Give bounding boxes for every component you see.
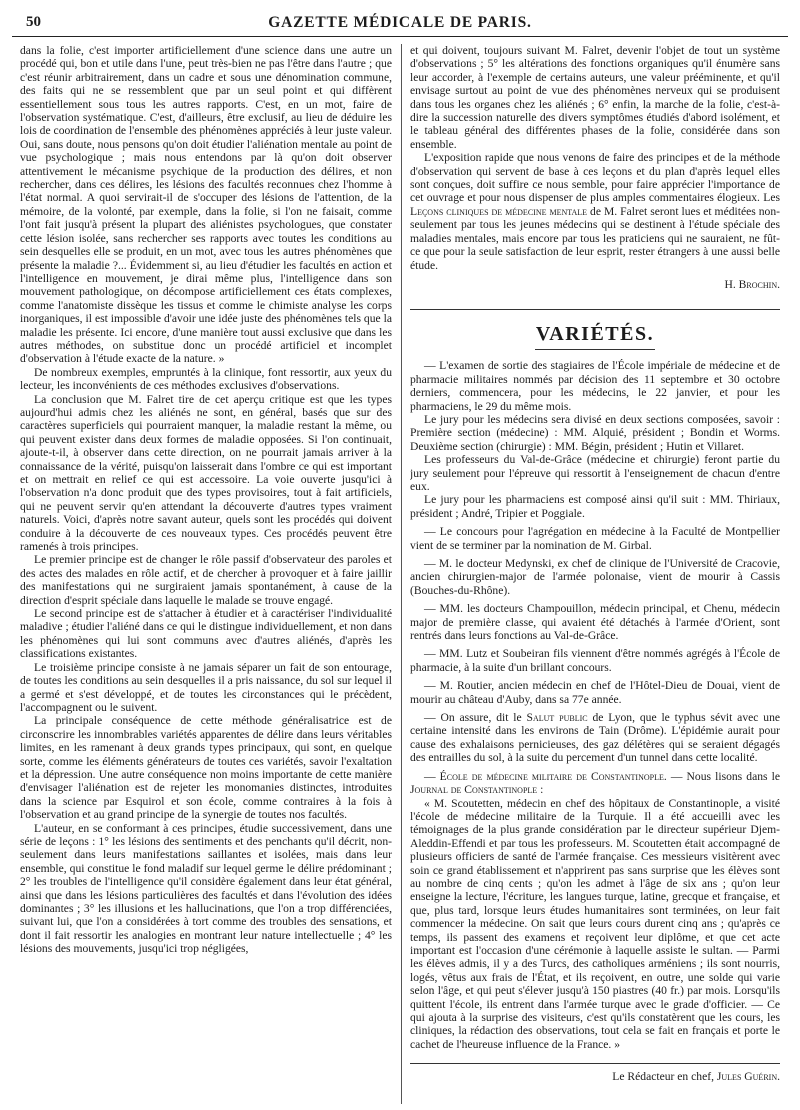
heading-underline [535, 349, 655, 350]
article-paragraph: Le premier principe est de changer le rôle passif d'observateur des paroles et des actes des malades en rôle actif, et de chercher à provoquer et à faire jaillir des manifestations qui ne surgiraient jamais spontanément, à cause de la direction d'esprit spéciale dans laquelle le malade se trouve engagé. [20, 553, 392, 607]
article-paragraph: La conclusion que M. Falret tire de cet aperçu critique est que les types aujourd'hui admis chez les aliénés ne sont, en général, basés que sur des caractères superficiels qui pourraient manquer, la maladie restant la même, ou qui peuvent exister dans deux formes de maladie opposées. Si l'on continuait, ajoute-t-il, à observer dans cette direction, on ne pourrait jamais arriver à la connaissance de la vérité, puisqu'on laisserait dans l'ombre ce qui est important et on mettrait en relief ce qui est accessoire. La voie ouverte jusqu'ici à l'observation n'a donc produit que des types provisoires, tout à fait artificiels, qui ne peuvent servir qu'en attendant la découverte d'autres types vraiment naturels. Voici, d'après notre savant auteur, quels sont les procédés qui doivent conduire à la découverte de ces nouveaux types. Ces procédés peuvent être ramenés à trois principes. [20, 392, 392, 554]
paragraph-text: — On assure, dit le [424, 711, 527, 725]
varietes-heading: VARIÉTÉS. [535, 323, 655, 346]
article-paragraph: La principale conséquence de cette méthode généralisatrice est de circonscrire les innombrables variétés apparentes de délire dans leurs véritables limites, en les ramenant à deux grands types principaux, qui sont, en quelque sorte, comme les éléments générateurs de toutes ces variétés, savoir l'exaltation et la dépression. Une autre conséquence non moins importante de cette manière d'envisager l'aliénation est de rejeter les monomanies distinctes, introduites dans la science par Esquirol et son école, comme contraires à la fois à l'observation et au grand principe de la synergie de toutes nos facultés. [20, 714, 392, 822]
paragraph-text: L'exposition rapide que nous venons de faire des principes et de la méthode d'observation qui servent de base à ces leçons et du plan d'après lequel elles sont conçues, doit suffire ce nous semble, pour faire apprécier l'importance de cet ouvrage et pour nous dispenser de plus amples commentaires élogieux. [410, 151, 780, 205]
paragraph-text: de M. Falret seront lues et méditées non-seulement par tous les jeunes médecins qui se destinent à l'étude spéciale des maladies mentales, mais encore par tous les praticiens qui ne sauraient, ne fût-ce que pour la seule satisfaction de leur esprit, rester étrangers à une aussi belle étude. [410, 204, 780, 272]
article-paragraph: et qui doivent, toujours suivant M. Falret, devenir l'objet de tout un système d'observations ; 5° les altérations des fonctions organiques qu'il énumère sans leur accorder, à l'exemple de certains auteurs, une valeur prééminente, et qu'il envisage surtout au point de vue des phénomènes nerveux qui se produisent dans tous les organes chez les aliénés ; 6° enfin, la marche de la folie, c'est-à-dire la succession naturelle des divers symptômes étudiés d'abord isolément, et le tableau général des différentes phases de la folie, considérée dans son ensemble. [410, 44, 780, 151]
journal-title: GAZETTE MÉDICALE DE PARIS. [268, 14, 532, 31]
editor-label: Le Rédacteur en chef, [612, 1070, 717, 1084]
news-item: — M. le docteur Medynski, ex chef de clinique de l'Université de Cracovie, ancien chirurgien-major de l'armée polonaise, vient de mourir à Cassis (Bouches-du-Rhône). [410, 557, 780, 597]
quoted-report: « M. Scoutetten, médecin en chef des hôpitaux de Constantinople, a visité l'école de médecine militaire de la Turquie. Il a été accueilli avec les témoignages de la plus grande considération par le directeur supérieur Djem-Aleddin-Effendi et par tous les professeurs. M. Scoutetten était accompagné de plusieurs officiers de santé de l'armée française. Ces messieurs visitèrent avec soin ce grand établissement et n'apprirent pas sans surprise que les élèves sont au nombre de cinq cents ; qu'on les admet à l'âge de six ans ; qu'on leur enseigne la lecture, l'écriture, les langues turque, latine, grecque et française, et que, plus tard, lorsque leurs études humanitaires sont terminées, on leur fait commencer la médecine. On sait que leurs cours durent cinq ans ; qu'après ce temps, ils passent des examens et reçoivent leur diplôme, et que cet acte important est l'occasion d'une cérémonie à laquelle assiste le sultan. — Parmi les élèves admis, il y a des Turcs, des catholiques arméniens ; ils sont nourris, logés, vêtus aux frais de l'État, et ils reçoivent, en outre, une solde qui varie selon l'âge, et qui peut s'élever jusqu'à 150 piastres (40 fr.) par mois. Lorsqu'ils quittent l'école, ils entrent dans l'armée turque avec le grade d'officier. — Ce qui ajouta à la surprise des visiteurs, c'est qu'ils constatèrent que les cours, les cliniques, la rédaction des observations, tout cela se fait en français et porte le cachet de l'heureuse influence de la France. » [410, 796, 780, 1051]
news-item: Le jury pour les pharmaciens est composé ainsi qu'il suit : MM. Thiriaux, président ; André, Tripier et Poggiale. [410, 493, 780, 520]
article-paragraph: Le troisième principe consiste à ne jamais séparer un fait de son entourage, de toutes les conditions au sein desquelles il a pris naissance, du sol sur lequel il a germé et s'est développé, et de toutes les circonstances qui le précèdent, l'accompagnent ou le suivent. [20, 660, 392, 714]
news-item: — Le concours pour l'agrégation en médecine à la Faculté de Montpellier vient de se terminer par la nomination de M. Girbal. [410, 525, 780, 552]
news-item: — MM. les docteurs Champouillon, médecin principal, et Chenu, médecin major de première classe, qui avaient été détachés à l'armée d'Orient, sont rentrés dans leurs fonctions au Val-de-Grâce. [410, 602, 780, 643]
paragraph-text: — Nous lisons dans le [666, 769, 780, 783]
news-item-title: — École de médecine militaire de Constantinople. [424, 769, 667, 783]
newspaper-title: Journal de Constantinople [410, 783, 538, 797]
news-item: — MM. Lutz et Soubeiran fils viennent d'être nommés agrégés à l'École de pharmacie, à la suite d'un brillant concours. [410, 647, 780, 674]
page-number: 50 [26, 14, 41, 30]
article-paragraph: Le second principe est de s'attacher à étudier et à caractériser l'individualité maladive ; étudier l'aliéné dans ce qui le distingue individuellement, et non dans les phénomènes qui lui sont communs avec d'autres aliénés, d'après les classifications existantes. [20, 607, 392, 661]
book-title: Leçons cliniques de médecine mentale [410, 204, 588, 218]
news-item: — L'examen de sortie des stagiaires de l'École impériale de médecine et de pharmacie militaires nommés par décision des 11 septembre et 30 octobre derniers, commencera, pour les médecins, le 22 janvier, et pour les pharmaciens, le 29 du même mois. [410, 359, 780, 413]
page-header [12, 14, 788, 37]
paragraph-text: de Lyon, que le typhus sévit avec une certaine intensité dans les environs de Tain (Drôme). L'épidémie aurait pour cause des exhalaisons pernicieuses, des gaz délétères qui se seraient dégagés des entrailles du sol, à la suite du percement d'un tunnel dans cette localité. [410, 711, 780, 765]
footer-divider [410, 1063, 780, 1064]
editor-line [410, 1070, 780, 1083]
news-item: Le jury pour les médecins sera divisé en deux sections composées, savoir : Première section (médecine) : MM. Alquié, président ; Bondin et Worms. Deuxième section (chirurgie) : MM. Bégin, président ; Hutin et Villaret. [410, 412, 780, 453]
signature-surname: rochin. [746, 277, 780, 291]
paragraph-text: : [537, 783, 544, 797]
paragraph-text: Les [763, 191, 780, 205]
news-item: Les professeurs du Val-de-Grâce (médecine et chirurgie) feront partie du jury seulement pour l'épreuve qui ressortit à l'enseignement de chacun d'entre eux. [410, 453, 780, 493]
news-item [410, 711, 780, 765]
right-column [410, 44, 780, 1104]
article-paragraph: L'auteur, en se conformant à ces principes, étudie successivement, dans une série de leçons : 1° les lésions des sentiments et des penchants qu'il décrit, non-seulement dans leurs manifestations saillantes et isolées, mais dans leur ensemble, qui constitue le fond maladif sur lequel germe le délire prédominant ; 2° les troubles de l'intelligence qu'il considère également dans leur état général, ainsi que dans les lésions particulières des facultés et dans l'évolution des idées dominantes ; 3° les illusions et les hallucinations, que l'on a trop différenciées, suivant lui, que l'on a considérées à tort comme des troubles des sensations, et dont il fait ressortir les analogies en montrant leur nature intellectuelle ; 4° les lésions des mouvements, jusqu'ici trop négligées, [20, 821, 392, 956]
signature-initial: H. B [724, 277, 747, 291]
newspaper-title: Salut public [526, 711, 588, 725]
article-paragraph: De nombreux exemples, empruntés à la clinique, font ressortir, aux yeux du lecteur, les inconvénients de ces méthodes exclusives d'observations. [20, 365, 392, 393]
editor-name: Jules Guérin. [716, 1070, 780, 1084]
author-signature [410, 278, 780, 291]
article-paragraph: dans la folie, c'est importer artificiellement d'une science dans une autre un procédé qui, bon et utile dans l'une, peut très-bien ne pas l'être dans l'autre ; que c'est réunir arbitrairement, dans un cadre et sous une dénomination commune, des faits qui ne se ressemblent que par un seul point et qui diffèrent essentiellement sous tous les autres rapports. C'est, en un mot, faire de l'observation systématique. C'est, d'ailleurs, être exclusif, au lieu de déduire les lois de coordination de l'ensemble des phénomènes appréciés à leur juste valeur. Oui, sans doute, nous pensons qu'on doit étudier l'aliénation mentale au point de vue psychologique ; mais nous entendons par là qu'on doit observer attentivement le mécanisme psychique de la production des délires, et non rechercher, dans ces délires, les lésions des facultés reconnues chez l'homme à l'état normal. A quoi servirait-il de s'occuper des lésions de l'attention, de la mémoire, de la volonté, par exemple, dans la folie, si l'on ne faisait, comme l'ont fait jusqu'à présent la plupart des aliénistes psychologues, que constater cette lésion isolée, sans rechercher ses rapports avec toutes les conditions au sein desquelles elle se produit, en un mot, avec tous les autres phénomènes que présente la maladie ?... Évidemment si, au lieu d'étudier les facultés en action et l'intelligence en mouvement, je dirai même plus, l'intelligence dans son mouvement pathologique, on décompose artificiellement ces états complexes, comme l'anatomiste dissèque les tissus et comme le chimiste analyse les corps inorganiques, il est impossible d'avoir une idée juste des phénomènes tels que la maladie les présente. Ici encore, d'une manière tout aussi exclusive que dans les autres méthodes, on substitue donc un procédé artificiel et incomplet d'observation à l'étude exacte de la nature. » [20, 44, 392, 366]
section-divider [410, 309, 780, 310]
column-divider [401, 44, 402, 1104]
news-item [410, 770, 780, 797]
article-paragraph [410, 151, 780, 272]
left-column [20, 44, 392, 1104]
news-item: — M. Routier, ancien médecin en chef de l'Hôtel-Dieu de Douai, vient de mourir au château d'Auby, dans sa 77e année. [410, 679, 780, 706]
